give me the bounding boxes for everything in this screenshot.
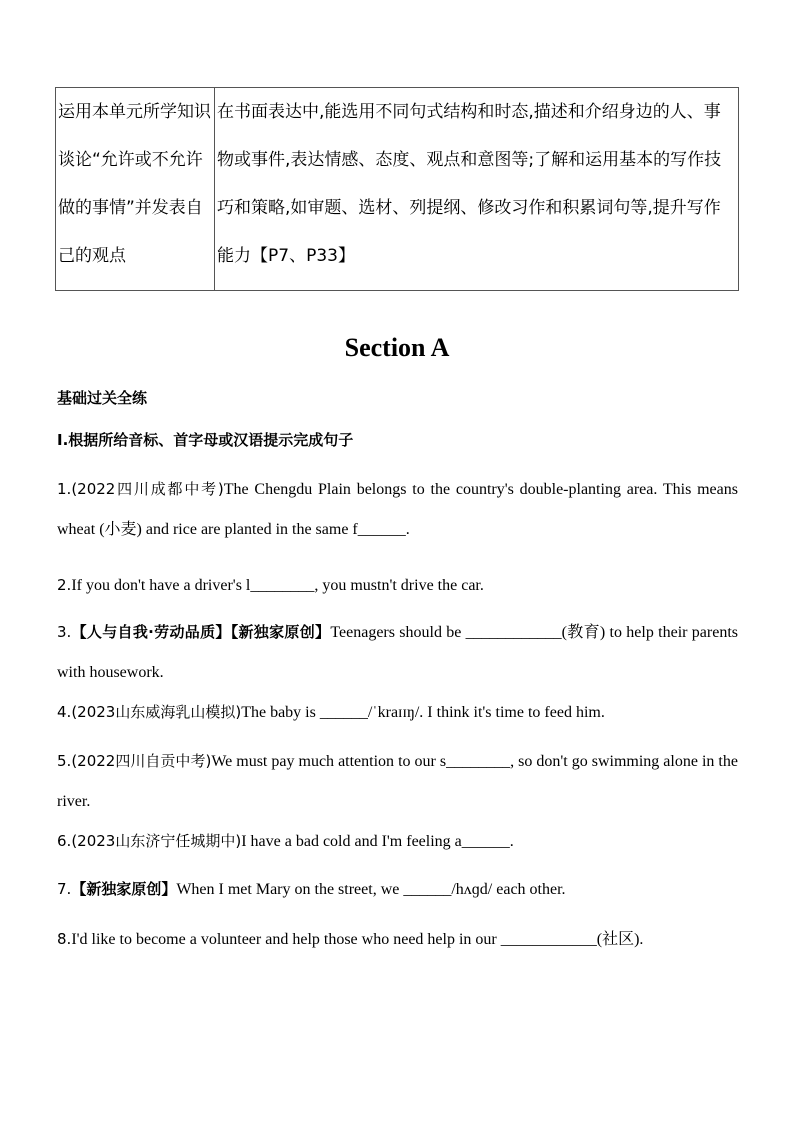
objective-right-cell: 在书面表达中,能选用不同句式结构和时态,描述和介绍身边的人、事物或事件,表达情感、态度、观点和意图等;了解和运用基本的写作技巧和策略,如审题、选材、列提纲、修改习作和积累词句等,提升写作能力【P7、P33】 <box>215 88 739 291</box>
table-row <box>56 88 739 291</box>
question-text: I have a bad cold and I'm feeling a______. <box>241 833 514 850</box>
objective-left-cell: 运用本单元所学知识谈论“允许或不允许做的事情”并发表自己的观点 <box>56 88 215 291</box>
subtitle: 基础过关全练 <box>57 389 148 407</box>
question-text: When I met Mary on the street, we ______/hʌɡd/ each other. <box>176 881 566 898</box>
question-number: 6. <box>57 832 72 850</box>
section-title: Section A <box>344 333 450 362</box>
question-4 <box>57 692 738 733</box>
question-source: (2023山东济宁任城期中) <box>71 832 242 850</box>
question-tag: 【新独家原创】 <box>71 880 177 898</box>
question-tag: 【人与自我·劳动品质】【新独家原创】 <box>71 623 331 641</box>
question-source: (2022四川自贡中考) <box>71 752 212 770</box>
question-7 <box>57 869 738 910</box>
question-2 <box>57 565 738 606</box>
question-3 <box>57 612 738 693</box>
question-number: 1. <box>57 480 72 498</box>
question-text: The baby is ______/ˈkraɪɪŋ/. I think it's time to feed him. <box>241 704 605 721</box>
part-heading: Ⅰ.根据所给音标、首字母或汉语提示完成句子 <box>57 431 354 449</box>
question-8 <box>57 915 738 964</box>
question-text: The Chengdu Plain belongs to the country's double-planting area. This means wheat (小麦) and rice are planted in the same f______. <box>57 481 738 538</box>
question-1 <box>57 469 738 550</box>
question-6 <box>57 821 738 862</box>
question-number: 3. <box>57 623 72 641</box>
question-text: Teenagers should be ____________(教育) to help their parents with housework. <box>57 624 738 681</box>
question-number: 8. <box>57 930 72 948</box>
question-5 <box>57 741 738 822</box>
question-number: 2. <box>57 576 72 594</box>
question-text: We must pay much attention to our s________, so don't go swimming alone in the river. <box>57 753 738 810</box>
question-source: (2023山东威海乳山模拟) <box>71 703 242 721</box>
objectives-table <box>55 87 739 291</box>
question-text: I'd like to become a volunteer and help those who need help in our ____________(社区). <box>71 931 644 948</box>
question-source: (2022四川成都中考) <box>71 480 224 498</box>
question-number: 7. <box>57 880 72 898</box>
question-text: If you don't have a driver's l________, you mustn't drive the car. <box>71 577 484 594</box>
question-number: 5. <box>57 752 72 770</box>
question-number: 4. <box>57 703 72 721</box>
